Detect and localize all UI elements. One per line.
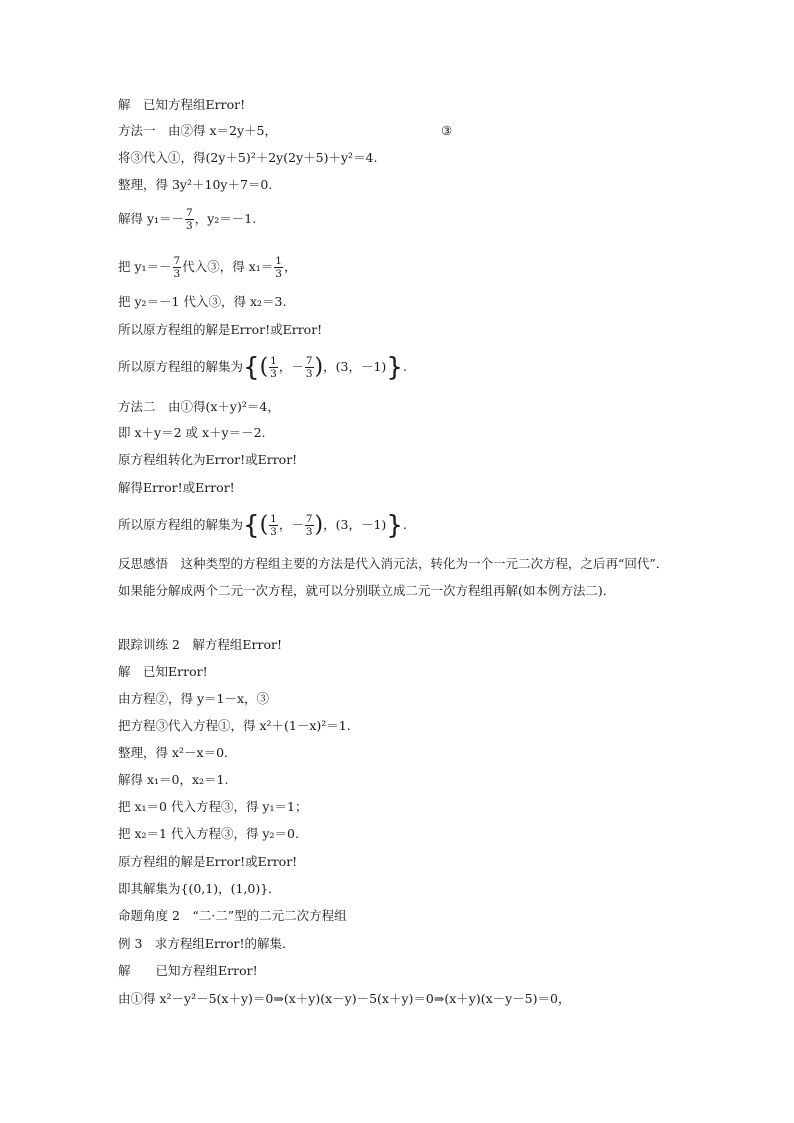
practice-step-1: 由方程②，得 y＝1－x，③ [118,691,270,706]
method-two-solve: 解得Error!或Error! [118,480,235,495]
text-segment: 所以原方程组的解集为 [118,359,244,374]
fraction-numerator: 7 [173,255,181,267]
fraction [274,255,283,280]
fraction [269,355,278,380]
method-two-transform: 原方程组转化为Error!或Error! [118,452,298,467]
practice-step-6: 把 x₂＝1 代入方程③，得 y₂＝0. [118,826,299,841]
right-paren: ) [314,354,324,380]
method-one-step: 方法一 由②得 x＝2y＋5， [118,123,277,138]
practice-solution-set: 即其解集为{(0,1)，(1,0)}． [118,881,281,896]
left-brace: { [243,510,260,541]
fraction-denominator: 3 [305,368,313,380]
right-brace: } [386,510,403,541]
text-segment: 代入③，得 x₁＝ [182,259,274,274]
fraction-denominator: 3 [275,268,282,280]
solution-set-1 [118,352,407,383]
practice-step-2: 把方程③代入方程①，得 x²＋(1－x)²＝1. [118,718,351,733]
practice-step-3: 整理，得 x²－x＝0. [118,745,229,760]
fraction-denominator: 3 [270,368,277,380]
fraction-numerator: 1 [275,255,282,267]
substitution-step: 将③代入①，得(2y＋5)²＋2y(2y＋5)＋y²＝4. [118,150,378,165]
back-substitute-step [118,255,296,280]
solve-y-step [118,207,256,232]
fraction-numerator: 7 [305,355,313,367]
back-substitute-step-2: 把 y₂＝－1 代入③，得 x₂＝3. [118,294,287,309]
example-solution-heading: 解 已知方程组Error! [118,963,258,978]
text-segment: 把 y₁＝－ [118,259,172,274]
fraction [269,513,278,538]
left-paren: ( [259,354,269,380]
text-segment: ，－ [278,359,304,374]
fraction-numerator: 1 [270,513,277,525]
practice-heading: 跟踪训练 2 解方程组Error! [118,637,283,652]
solution-set-2 [118,510,407,541]
topic-heading: 命题角度 2 “二·二”型的二元二次方程组 [118,908,347,923]
method-two-split: 即 x＋y＝2 或 x＋y＝－2. [118,425,266,440]
text-segment: 所以原方程组的解集为 [118,517,244,532]
text-segment: ，(3，－1) [323,359,387,374]
text-segment: ，y₂＝－1. [194,211,257,226]
example-step-1: 由①得 x²－y²－5(x＋y)＝0⇒(x＋y)(x－y)－5(x＋y)＝0⇒(x＋y)(x－y－5)＝0， [118,991,571,1006]
example-heading: 例 3 求方程组Error!的解集． [118,936,295,951]
text-segment: ， [283,259,297,274]
fraction [305,355,314,380]
fraction-denominator: 3 [270,526,277,538]
right-brace: } [386,352,403,383]
practice-solution-statement: 原方程组的解是Error!或Error! [118,854,298,869]
text-segment: ，－ [278,517,304,532]
fraction-denominator: 3 [173,268,181,280]
practice-step-4: 解得 x₁＝0，x₂＝1. [118,772,229,787]
fraction-denominator: 3 [305,526,313,538]
right-paren: ) [314,512,324,538]
fraction [305,513,314,538]
fraction [173,255,182,280]
left-paren: ( [259,512,269,538]
fraction-numerator: 7 [305,513,313,525]
simplify-step: 整理，得 3y²＋10y＋7＝0. [118,177,273,192]
method-two-step: 方法二 由①得(x＋y)²＝4， [118,399,280,414]
text-segment: 解得 y₁＝－ [118,211,185,226]
solution-heading: 解 已知方程组Error! [118,97,246,112]
practice-solution-heading: 解 已知Error! [118,664,208,679]
text-segment: . [402,517,407,532]
fraction-denominator: 3 [186,220,193,232]
solution-statement: 所以原方程组的解是Error!或Error! [118,322,323,337]
fraction-numerator: 7 [186,207,193,219]
left-brace: { [243,352,260,383]
reflection-paragraph: 反思感悟 这种类型的方程组主要的方法是代入消元法，转化为一个一元二次方程，之后再“回代”．如果能分解成两个二元一次方程，就可以分别联立成二元一次方程组再解(如本例方法二)． [118,556,669,598]
equation-marker: ③ [441,123,453,138]
practice-step-5: 把 x₁＝0 代入方程③，得 y₁＝1； [118,799,308,814]
fraction [185,207,194,232]
text-segment: ，(3，－1) [323,517,387,532]
fraction-numerator: 1 [270,355,277,367]
text-segment: . [402,359,407,374]
